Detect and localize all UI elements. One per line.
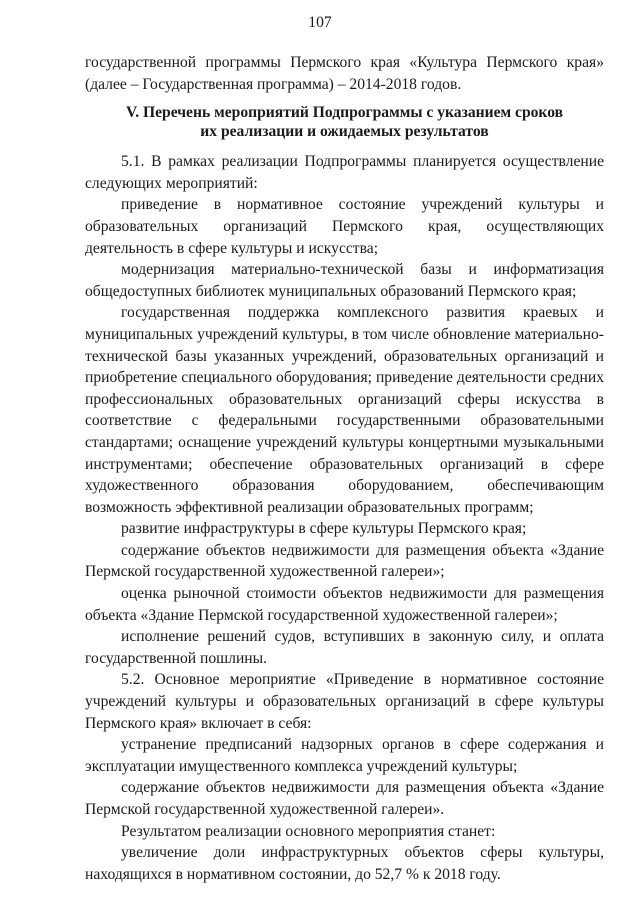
section-heading-line-1: V. Перечень мероприятий Подпрограммы с указанием сроков bbox=[125, 104, 564, 122]
paragraph: модернизация материально-технической базы и информатизация общедоступных библиотек муниципальных образований Пермского края; bbox=[85, 261, 604, 300]
paragraph: 5.1. В рамках реализации Подпрограммы планируется осуществление следующих мероприятий: bbox=[85, 153, 604, 192]
paragraph: увеличение доли инфраструктурных объектов сферы культуры, находящихся в нормативном состоянии, до 52,7 % к 2018 году. bbox=[85, 844, 604, 883]
paragraph: оценка рыночной стоимости объектов недвижимости для размещения объекта «Здание Пермской государственной художественной галереи»; bbox=[85, 585, 604, 624]
paragraph: приведение в нормативное состояние учреждений культуры и образовательных организаций Пермского края, осуществляющих деятельность в сфере культуры и искусства; bbox=[85, 196, 604, 257]
section-heading bbox=[85, 103, 604, 141]
document-body bbox=[85, 52, 604, 885]
paragraph: содержание объектов недвижимости для размещения объекта «Здание Пермской государственной художественной галереи»; bbox=[85, 541, 604, 581]
paragraph: 5.2. Основное мероприятие «Приведение в нормативное состояние учреждений культуры и образовательных организаций в сфере культуры Пермского края» включает в себя: bbox=[85, 671, 604, 732]
paragraph: государственная поддержка комплексного развития краевых и муниципальных учреждений культуры, в том числе обновление материально-технической базы указанных учреждений, образовательных организаций и приобретение специального оборудования; приведение деятельности средних профессиональных образовательных организаций сферы искусства в соответствие с федеральными государственными образовательными стандартами; оснащение учреждений культуры концертными музыкальными инструментами; обеспечение образовательных организаций в сфере художественного образования оборудованием, обеспечивающим возможность эффективной реализации образовательных программ; bbox=[85, 304, 604, 516]
paragraph: устранение предписаний надзорных органов в сфере содержания и эксплуатации имущественного комплекса учреждений культуры; bbox=[85, 736, 604, 775]
paragraph: развитие инфраструктуры в сфере культуры Пермского края; bbox=[121, 520, 527, 538]
paragraph: содержание объектов недвижимости для размещения объекта «Здание Пермской государственной художественной галереи». bbox=[85, 779, 604, 818]
paragraph: Результатом реализации основного мероприятия станет: bbox=[121, 822, 496, 840]
page-number: 107 bbox=[308, 14, 332, 31]
intro-paragraph: государственной программы Пермского края «Культура Пермского края» (далее – Государственная программа) – 2014-2018 годов. bbox=[85, 54, 604, 93]
section-heading-line-2: их реализации и ожидаемых результатов bbox=[200, 123, 489, 141]
paragraph: исполнение решений судов, вступивших в законную силу, и оплата государственной пошлины. bbox=[85, 628, 604, 667]
